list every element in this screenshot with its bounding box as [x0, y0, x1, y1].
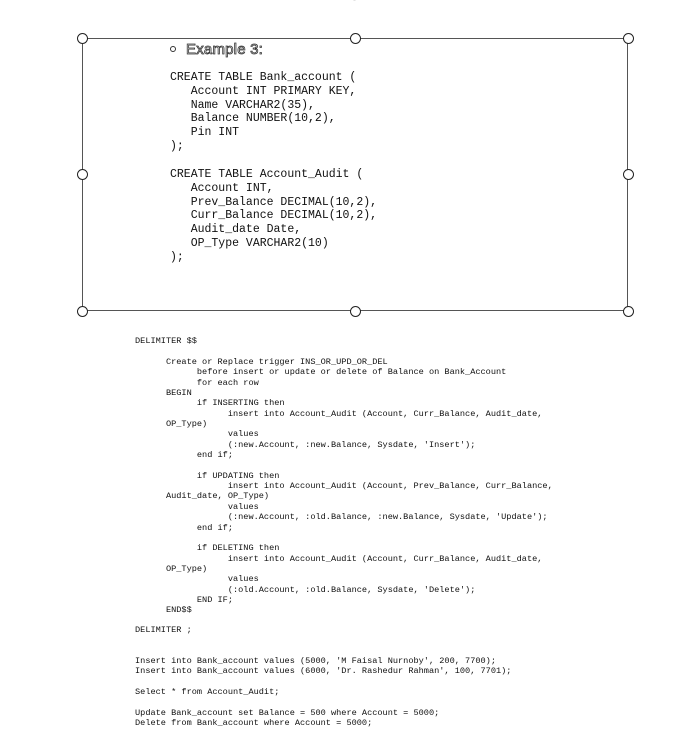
select-statement: Select * from Account_Audit; — [135, 687, 280, 697]
delimiter-start: DELIMITER $$ — [135, 336, 197, 346]
resize-handle-bottom-right[interactable] — [623, 306, 634, 317]
resize-handle-top-left[interactable] — [77, 33, 88, 44]
trigger-definition: Create or Replace trigger INS_OR_UPD_OR_DEL before insert or update or delete of Balance on Bank_Account for each row BEGIN if INSERTING then insert into Account_Audit (Account, Curr_Balance, Audit_date, OP_Type) values (:new.Account, :new.Balance, Sysdate, 'Insert'); end if; if UPDATING then insert into Account_Audit (Account, Prev_Balance, Curr_Balance, Audit_date, OP_Type) values (:new.Account, :old.Balance, :new.Balance, Sysdate, 'Update'); end if; if DELETING then insert into Account_Audit (Account, Curr_Balance, Audit_date, OP_Type) values (:old.Account, :old.Balance, Sysdate, 'Delete'); END IF; END$$ — [165, 357, 553, 616]
resize-handle-top-right[interactable] — [623, 33, 634, 44]
insert-statements: Insert into Bank_account values (5000, 'M Faisal Nurnoby', 200, 7700); Insert into Bank_account values (6000, 'Dr. Rashedur Rahman', 100, 7701); — [135, 656, 512, 677]
resize-handle-middle-left[interactable] — [77, 169, 88, 180]
example-heading — [170, 40, 263, 58]
create-table-bank-account: CREATE TABLE Bank_account ( Account INT PRIMARY KEY, Name VARCHAR2(35), Balance NUMBER(10,2), Pin INT ); — [170, 71, 357, 153]
example-title: Example 3: — [186, 40, 264, 58]
rotate-handle-icon[interactable] — [340, 0, 370, 8]
bullet-icon — [170, 46, 176, 52]
resize-handle-top-center[interactable] — [350, 33, 361, 44]
resize-handle-middle-right[interactable] — [623, 169, 634, 180]
resize-handle-bottom-center[interactable] — [350, 306, 361, 317]
resize-handle-bottom-left[interactable] — [77, 306, 88, 317]
update-delete-statements: Update Bank_account set Balance = 500 where Account = 5000; Delete from Bank_account where Account = 5000; — [135, 708, 440, 729]
create-table-account-audit: CREATE TABLE Account_Audit ( Account INT, Prev_Balance DECIMAL(10,2), Curr_Balance DECIMAL(10,2), Audit_date Date, OP_Type VARCHAR2(10) ); — [170, 168, 378, 264]
delimiter-end: DELIMITER ; — [135, 625, 192, 635]
